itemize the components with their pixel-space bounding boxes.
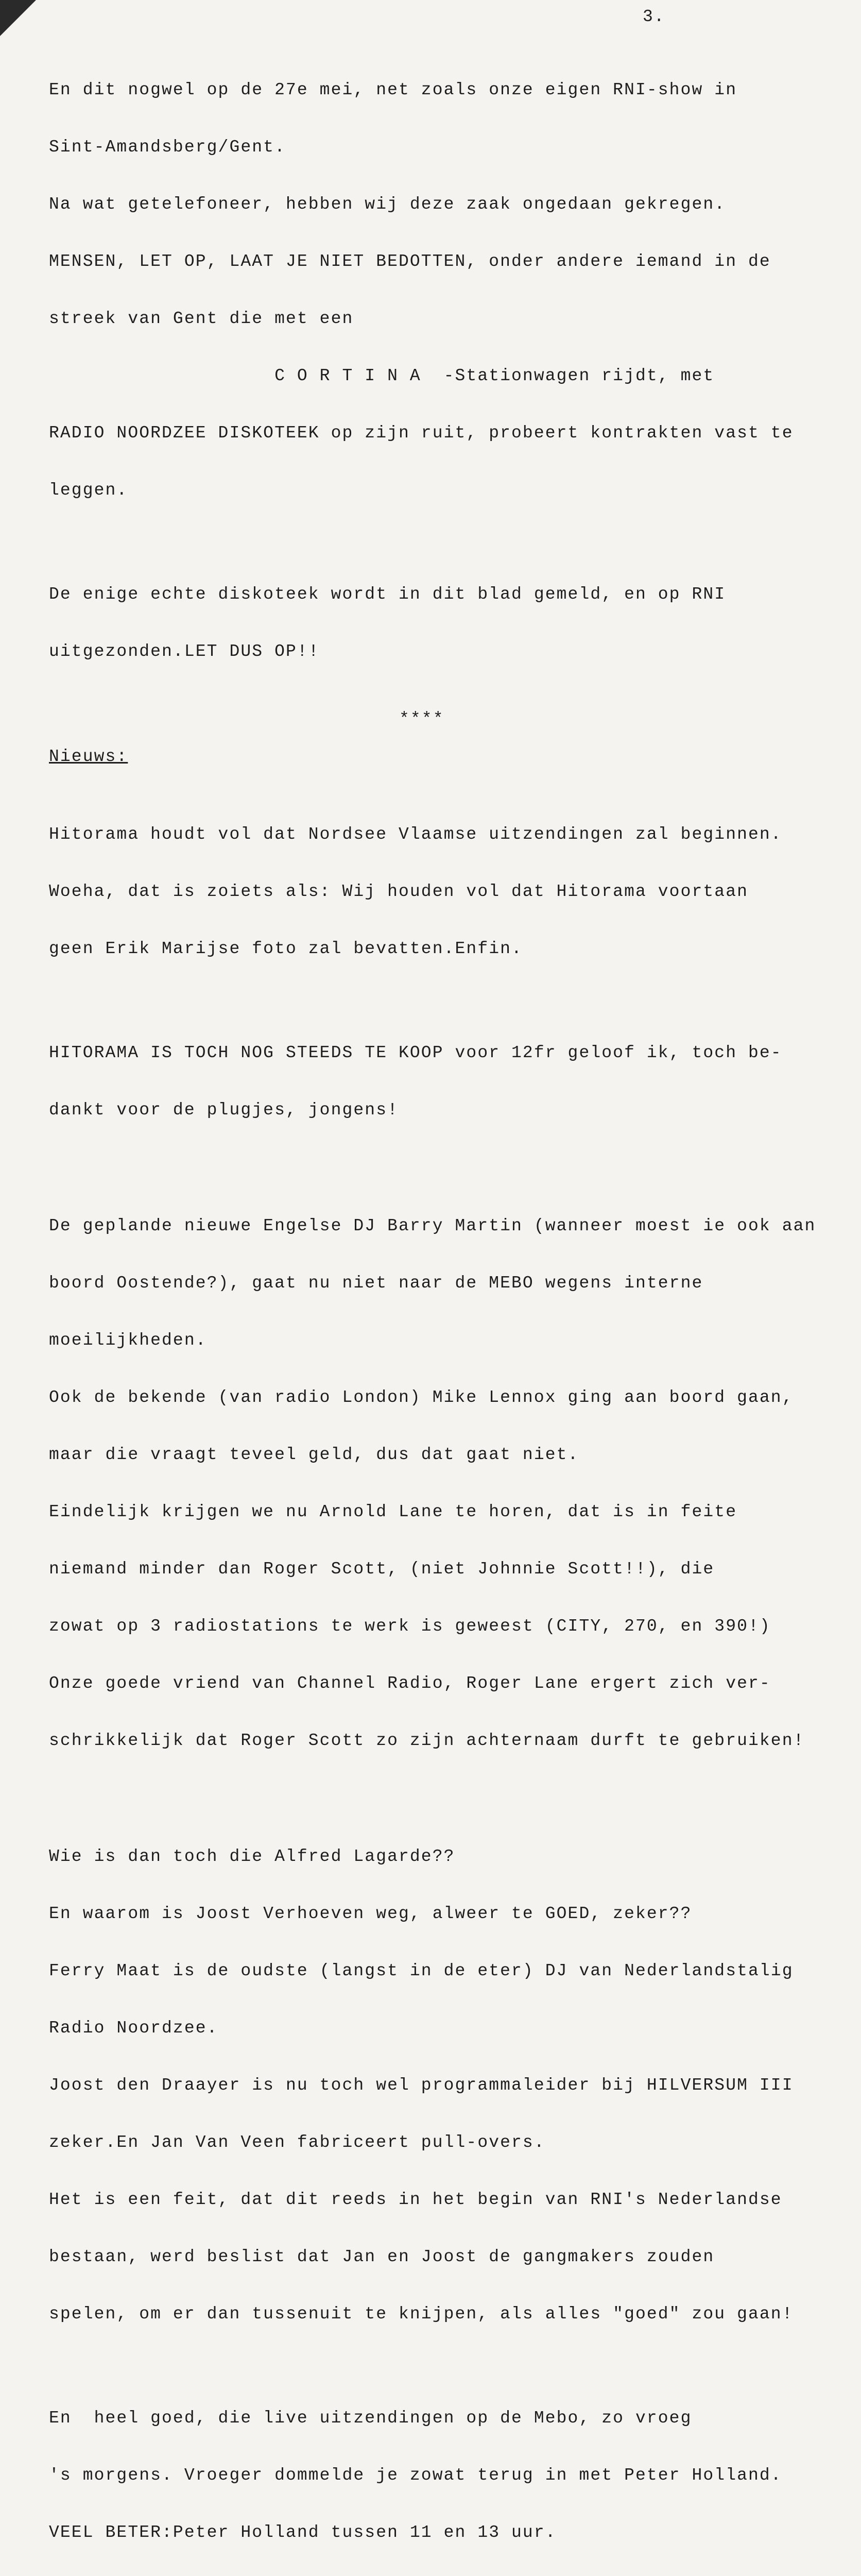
text-line: boord Oostende?), gaat nu niet naar de MEBO wegens interne (49, 1274, 703, 1293)
text-line: maar die vraagt teveel geld, dus dat gaat niet. (49, 1445, 579, 1464)
text-line: Ook de bekende (van radio London) Mike Lennox ging aan boord gaan, (49, 1388, 794, 1407)
text-line: RADIO NOORDZEE DISKOTEEK op zijn ruit, probeert kontrakten vast te (49, 423, 794, 443)
text-line: Na wat getelefoneer, hebben wij deze zaak ongedaan gekregen. (49, 195, 726, 214)
page-corner-shadow (0, 0, 36, 36)
text-line: niemand minder dan Roger Scott, (niet Johnnie Scott!!), die (49, 1560, 715, 1579)
paragraph-hitorama-te-koop (49, 1005, 832, 1158)
section-separator: **** (399, 709, 444, 728)
section-heading-nieuws: Nieuws: (49, 747, 128, 766)
paragraph-barry-martin (49, 1178, 832, 1788)
text-line: En waarom is Joost Verhoeven weg, alweer te GOED, zeker?? (49, 1904, 692, 1923)
text-line: moeilijkheden. (49, 1331, 207, 1350)
paragraph-alfred-lagarde (49, 1809, 832, 2362)
paragraph-live-uitzendingen (49, 2370, 832, 2576)
text-line: Eindelijk krijgen we nu Arnold Lane te horen, dat is in feite (49, 1502, 737, 1521)
text-line: En dit nogwel op de 27e mei, net zoals onze eigen RNI-show in (49, 80, 737, 99)
text-line: Radio Noordzee. (49, 2019, 218, 2038)
text-line: Ferry Maat is de oudste (langst in de eter) DJ van Nederlandstalig (49, 1961, 794, 1980)
text-line: Woeha, dat is zoiets als: Wij houden vol dat Hitorama voortaan (49, 882, 748, 901)
text-line: Het is een feit, dat dit reeds in het begin van RNI's Nederlandse (49, 2190, 782, 2209)
page-number: 3. (643, 7, 665, 26)
paragraph-hitorama (49, 787, 832, 996)
text-line: MENSEN, LET OP, LAAT JE NIET BEDOTTEN, onder andere iemand in de (49, 252, 771, 271)
text-line: De enige echte diskoteek wordt in dit blad gemeld, en op RNI (49, 585, 726, 604)
text-line: Sint-Amandsberg/Gent. (49, 138, 286, 157)
text-line: De geplande nieuwe Engelse DJ Barry Martin (wanneer moest ie ook aan (49, 1216, 816, 1235)
text-line: spelen, om er dan tussenuit te knijpen, als alles "goed" zou gaan! (49, 2304, 794, 2324)
text-line: Joost den Draayer is nu toch wel programmaleider bij HILVERSUM III (49, 2076, 794, 2095)
text-line: 's morgens. Vroeger dommelde je zowat terug in met Peter Holland. (49, 2466, 782, 2485)
text-line: uitgezonden.LET DUS OP!! (49, 642, 320, 661)
document-body (49, 42, 832, 2576)
text-line: Hitorama houdt vol dat Nordsee Vlaamse uitzendingen zal beginnen. (49, 825, 782, 844)
text-line: geen Erik Marijse foto zal bevatten.Enfin. (49, 939, 523, 958)
text-line: dankt voor de plugjes, jongens! (49, 1100, 399, 1120)
text-line: leggen. (49, 481, 128, 500)
paragraph-rni-show (49, 42, 832, 538)
text-line: Wie is dan toch die Alfred Lagarde?? (49, 1847, 455, 1866)
paragraph-enige-diskoteek (49, 547, 832, 699)
text-line: bestaan, werd beslist dat Jan en Joost de gangmakers zouden (49, 2247, 715, 2266)
text-line: VEEL BETER:Peter Holland tussen 11 en 13 uur. (49, 2523, 557, 2542)
text-line: schrikkelijk dat Roger Scott zo zijn achternaam durft te gebruiken! (49, 1731, 805, 1750)
text-line: Onze goede vriend van Channel Radio, Roger Lane ergert zich ver- (49, 1674, 771, 1693)
text-line: C O R T I N A -Stationwagen rijdt, met (49, 366, 715, 385)
text-line: streek van Gent die met een (49, 309, 354, 328)
text-line: HITORAMA IS TOCH NOG STEEDS TE KOOP voor 12fr geloof ik, toch be- (49, 1043, 782, 1062)
text-line: zeker.En Jan Van Veen fabriceert pull-overs. (49, 2133, 545, 2152)
text-line: En heel goed, die live uitzendingen op de Mebo, zo vroeg (49, 2409, 692, 2428)
text-line: zowat op 3 radiostations te werk is geweest (CITY, 270, en 390!) (49, 1617, 771, 1636)
